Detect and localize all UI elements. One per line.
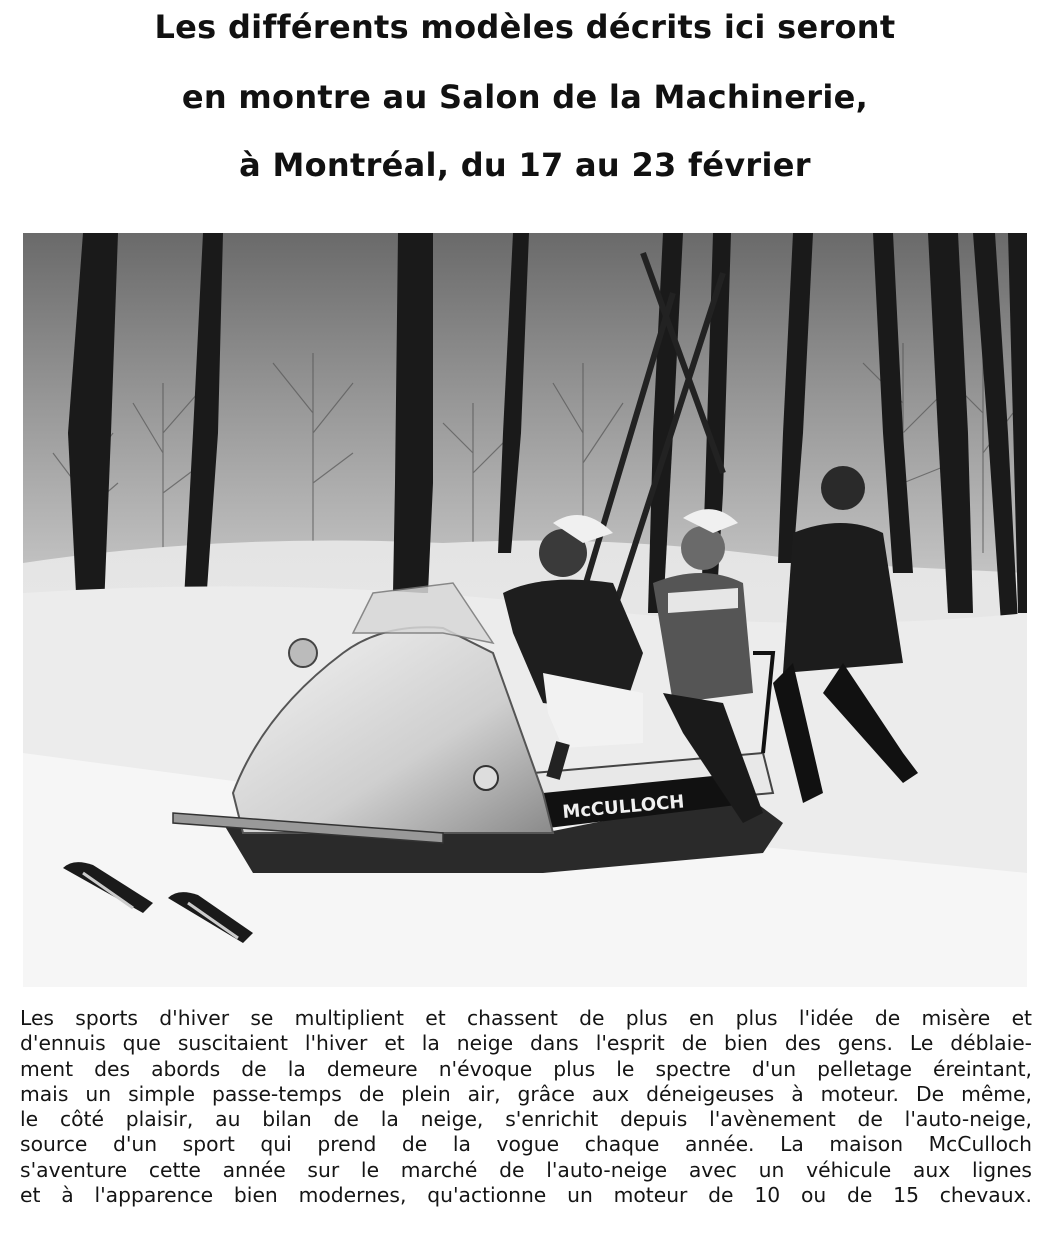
headline-line-3: à Montréal, du 17 au 23 février [239,146,811,184]
caption-line: le côté plaisir, au bilan de la neige, s'enrichit depuis l'avènement de l'auto-neige, [20,1107,1032,1132]
headline-line-2: en montre au Salon de la Machinerie, [181,78,869,116]
caption-line: d'ennuis que suscitaient l'hiver et la neige dans l'esprit de bien des gens. Le déblaie- [20,1031,1032,1056]
caption-line: Les sports d'hiver se multiplient et chassent de plus en plus l'idée de misère et [20,1006,1032,1030]
article-caption [20,1006,1032,1208]
caption-line: s'aventure cette année sur le marché de l'auto-neige avec un véhicule aux lignes [20,1157,1032,1182]
caption-line: mais un simple passe-temps de plein air, grâce aux déneigeuses à moteur. De même, [20,1081,1032,1106]
caption-line: et à l'apparence bien modernes, qu'actionne un moteur de 10 ou de 15 chevaux. [20,1183,1032,1208]
snowmobile-photo [23,233,1027,987]
sled-brand-text: McCULLOCH [561,791,686,823]
headline-line-1: Les différents modèles décrits ici seront [154,8,896,46]
caption-line: source d'un sport qui prend de la vogue chaque année. La maison McCulloch [20,1132,1032,1157]
photo-illustration [23,233,1027,987]
caption-line: ment des abords de la demeure n'évoque plus le spectre d'un pelletage éreintant, [20,1056,1032,1081]
